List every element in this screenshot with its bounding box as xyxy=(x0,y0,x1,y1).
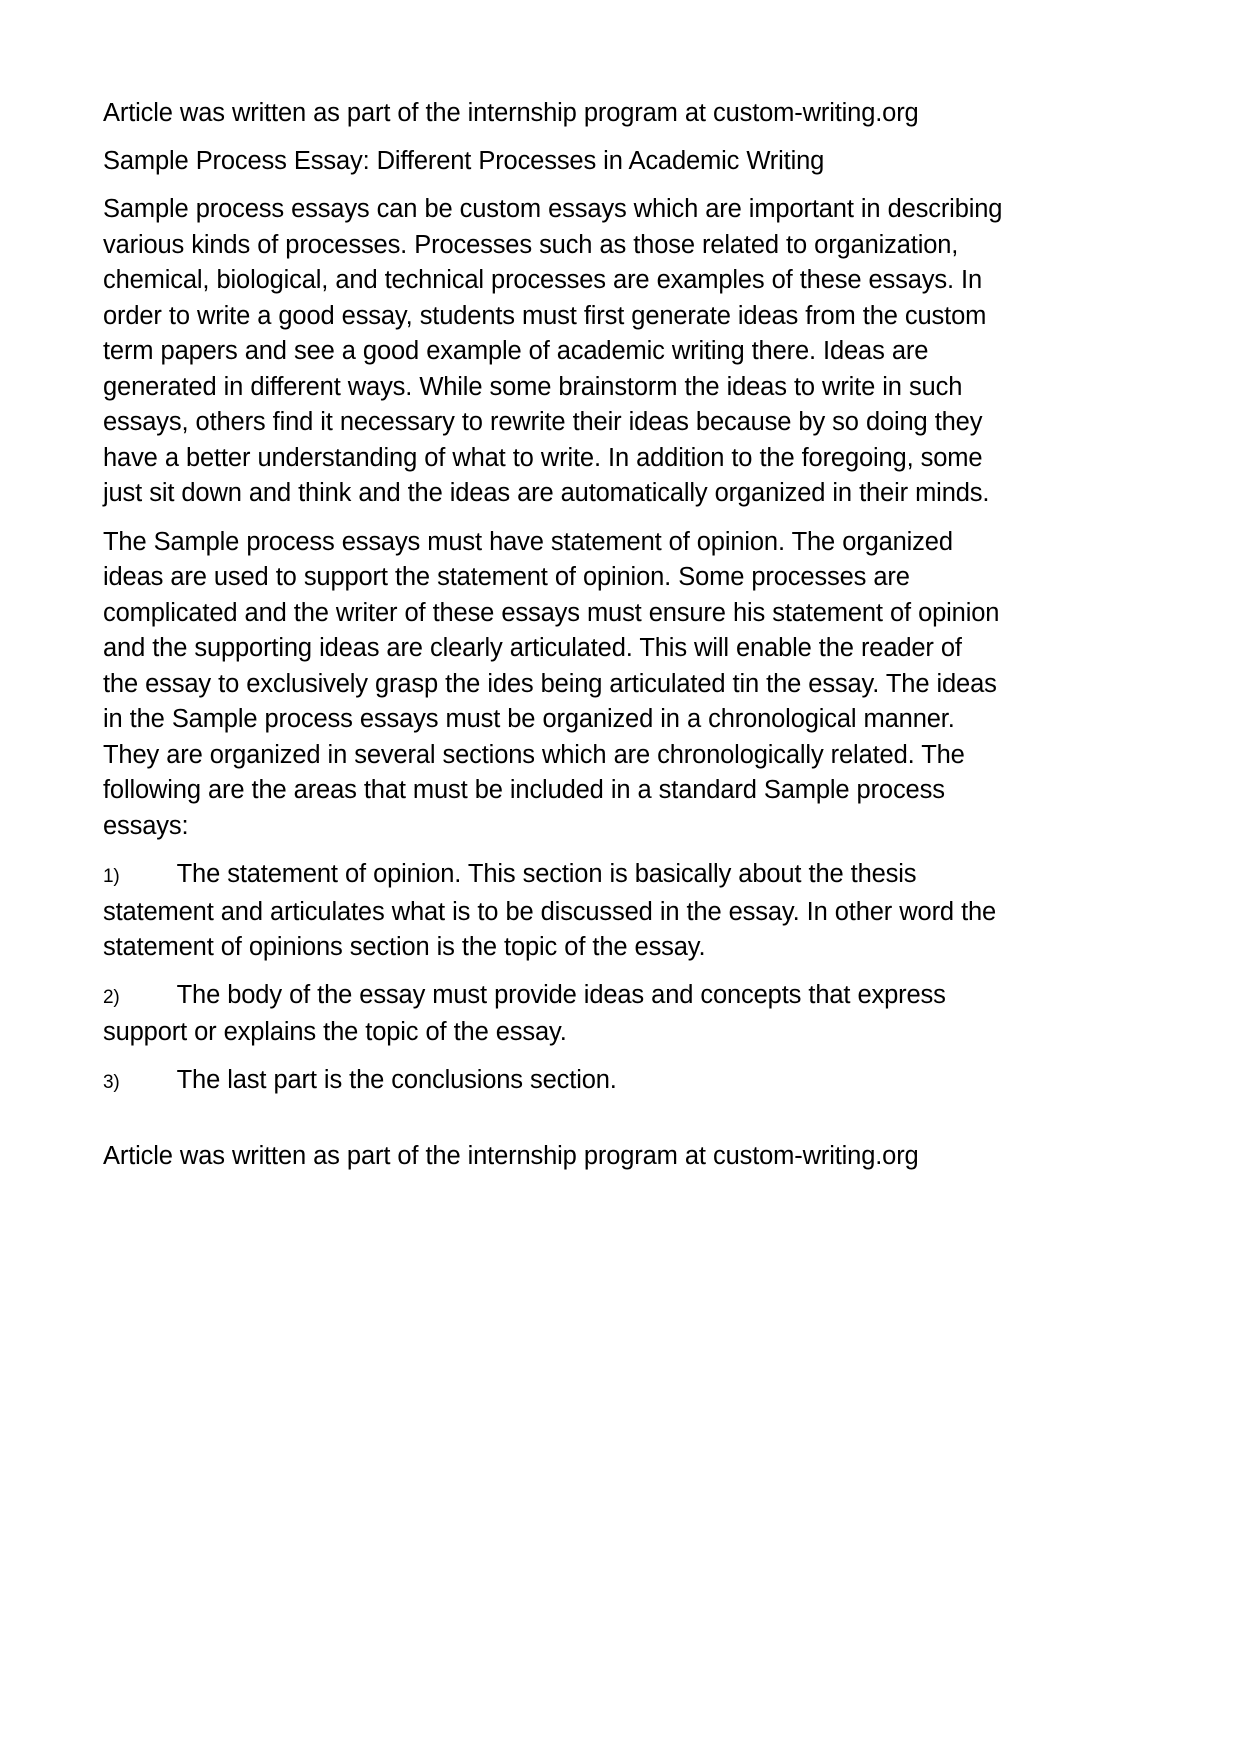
list-item xyxy=(103,857,1003,966)
list-item-text: The statement of opinion. This section is basically about the thesis statement and articulates what is to be discussed in the essay. In other word the statement of opinions section is the topic of the essay. xyxy=(103,860,997,961)
list-marker: 2) xyxy=(103,986,120,1008)
list-item xyxy=(103,978,1003,1051)
document-body xyxy=(103,96,1003,1188)
list-item xyxy=(103,1063,1003,1101)
footer-attribution-line: Article was written as part of the internship program at custom-writing.org xyxy=(103,1142,919,1170)
list-item-text: The last part is the conclusions section. xyxy=(176,1065,617,1094)
paragraph-2: The Sample process essays must have statement of opinion. The organized ideas are used to support the statement of opinion. Some processes are complicated and the writer of these essays must ensure his statement of opinion and the supporting ideas are clearly articulated. This will enable the reader of the essay to exclusively grasp the ides being articulated tin the essay. The ideas in the Sample process essays must be organized in a chronological manner. They are organized in several sections which are chronologically related. The following are the areas that must be included in a standard Sample process essays: xyxy=(103,527,1000,840)
list-item-text: The body of the essay must provide ideas and concepts that express support or explains the topic of the essay. xyxy=(103,980,946,1046)
header-attribution-line: Article was written as part of the internship program at custom-writing.org xyxy=(103,99,919,127)
paragraph-1: Sample process essays can be custom essays which are important in describing various kinds of processes. Processes such as those related to organization, chemical, biological, and technical processes are examples of these essays. In order to write a good essay, students must first generate ideas from the custom term papers and see a good example of academic writing there. Ideas are generated in different ways. While some brainstorm the ideas to write in such essays, others find it necessary to rewrite their ideas because by so doing they have a better understanding of what to write. In addition to the foregoing, some just sit down and think and the ideas are automatically organized in their minds. xyxy=(103,195,1003,507)
list-marker: 3) xyxy=(103,1071,120,1093)
document-title: Sample Process Essay: Different Processes in Academic Writing xyxy=(103,146,825,175)
list-marker: 1) xyxy=(103,866,120,887)
